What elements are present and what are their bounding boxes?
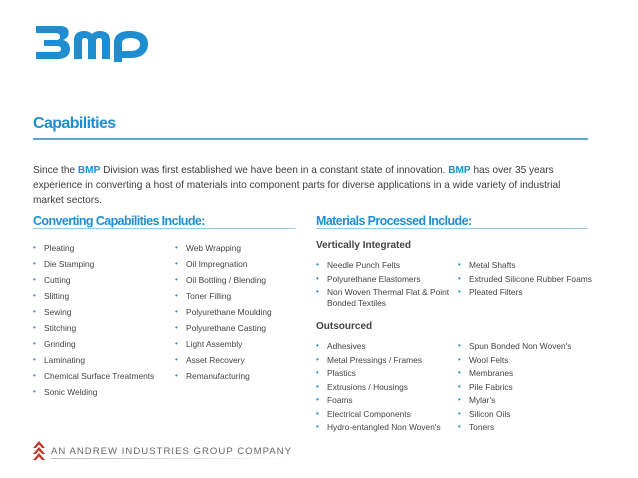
materials-divider bbox=[316, 228, 588, 229]
list-item: • Toner Filling bbox=[175, 291, 300, 307]
list-item: • Needle Punch Felts bbox=[316, 260, 456, 271]
outsourced-list-1 bbox=[316, 341, 456, 436]
list-item: • Polyurethane Moulding bbox=[175, 307, 300, 323]
list-item: • Pile Fabrics bbox=[458, 382, 593, 393]
list-item: • Wool Felts bbox=[458, 355, 593, 366]
list-item: • Adhesives bbox=[316, 341, 456, 352]
converting-divider bbox=[33, 228, 295, 229]
list-item: • Slitting bbox=[33, 291, 171, 307]
list-item: • Membranes bbox=[458, 368, 593, 379]
list-item: • Die Stamping bbox=[33, 259, 171, 275]
list-item: • Metal Pressings / Frames bbox=[316, 355, 456, 366]
list-item: • Remanufacturing bbox=[175, 371, 300, 387]
outsourced-heading: Outsourced bbox=[316, 321, 373, 332]
list-item: • Polyurethane Casting bbox=[175, 323, 300, 339]
converting-list-2 bbox=[175, 243, 300, 387]
intro-paragraph bbox=[33, 163, 593, 208]
title-divider bbox=[33, 138, 588, 140]
list-item: • Pleating bbox=[33, 243, 171, 259]
list-item: • Sonic Welding bbox=[33, 387, 171, 403]
list-item: • Sewing bbox=[33, 307, 171, 323]
outsourced-list-2 bbox=[458, 341, 593, 436]
footer-divider bbox=[51, 458, 291, 459]
footer bbox=[33, 441, 293, 463]
intro-brand-1: BMP bbox=[77, 165, 101, 176]
list-item: • Extruded Silicone Rubber Foams bbox=[458, 274, 593, 285]
list-item: • Plastics bbox=[316, 368, 456, 379]
list-item: • Asset Recovery bbox=[175, 355, 300, 371]
vertical-list-2 bbox=[458, 260, 593, 301]
list-item: • Polyurethane Elastomers bbox=[316, 274, 456, 285]
intro-text-3: has over 35 years experience in converting a host of materials into component parts for diverse applications in a wide variety of industrial market sectors. bbox=[33, 165, 561, 206]
page-title: Capabilities bbox=[33, 115, 116, 132]
list-item: • Spun Bonded Non Woven's bbox=[458, 341, 593, 352]
list-item: • Non Woven Thermal Flat & Point Bonded Textiles bbox=[316, 287, 456, 308]
list-item: • Extrusions / Housings bbox=[316, 382, 456, 393]
intro-text-2: Division was first established we have been in a constant state of innovation. bbox=[100, 165, 449, 176]
vertically-integrated-heading: Vertically Integrated bbox=[316, 240, 412, 251]
list-item: • Silicon Oils bbox=[458, 409, 593, 420]
bmp-logo bbox=[34, 22, 150, 62]
list-item: • Electrical Components bbox=[316, 409, 456, 420]
list-item: • Laminating bbox=[33, 355, 171, 371]
converting-heading: Converting Capabilities Include: bbox=[33, 214, 205, 228]
andrew-industries-emblem-icon bbox=[33, 441, 45, 463]
list-item: • Pleated Filters bbox=[458, 287, 593, 298]
materials-heading: Materials Processed Include: bbox=[316, 214, 472, 228]
list-item: • Hydro-entangled Non Woven's bbox=[316, 422, 456, 433]
list-item: • Cutting bbox=[33, 275, 171, 291]
converting-list-1 bbox=[33, 243, 171, 403]
list-item: • Chemical Surface Treatments bbox=[33, 371, 171, 387]
list-item: • Stitching bbox=[33, 323, 171, 339]
list-item: • Oil Impregnation bbox=[175, 259, 300, 275]
footer-text: AN ANDREW INDUSTRIES GROUP COMPANY bbox=[51, 446, 293, 457]
list-item: • Metal Shafts bbox=[458, 260, 593, 271]
intro-brand-2: BMP bbox=[448, 165, 471, 176]
list-item: • Toners bbox=[458, 422, 593, 433]
list-item: • Web Wrapping bbox=[175, 243, 300, 259]
list-item: • Grinding bbox=[33, 339, 171, 355]
list-item: • Light Assembly bbox=[175, 339, 300, 355]
vertical-list-1 bbox=[316, 260, 456, 311]
intro-text-1: Since the bbox=[33, 165, 78, 176]
list-item: • Oil Bottling / Blending bbox=[175, 275, 300, 291]
list-item: • Foams bbox=[316, 395, 456, 406]
list-item: • Mylar's bbox=[458, 395, 593, 406]
